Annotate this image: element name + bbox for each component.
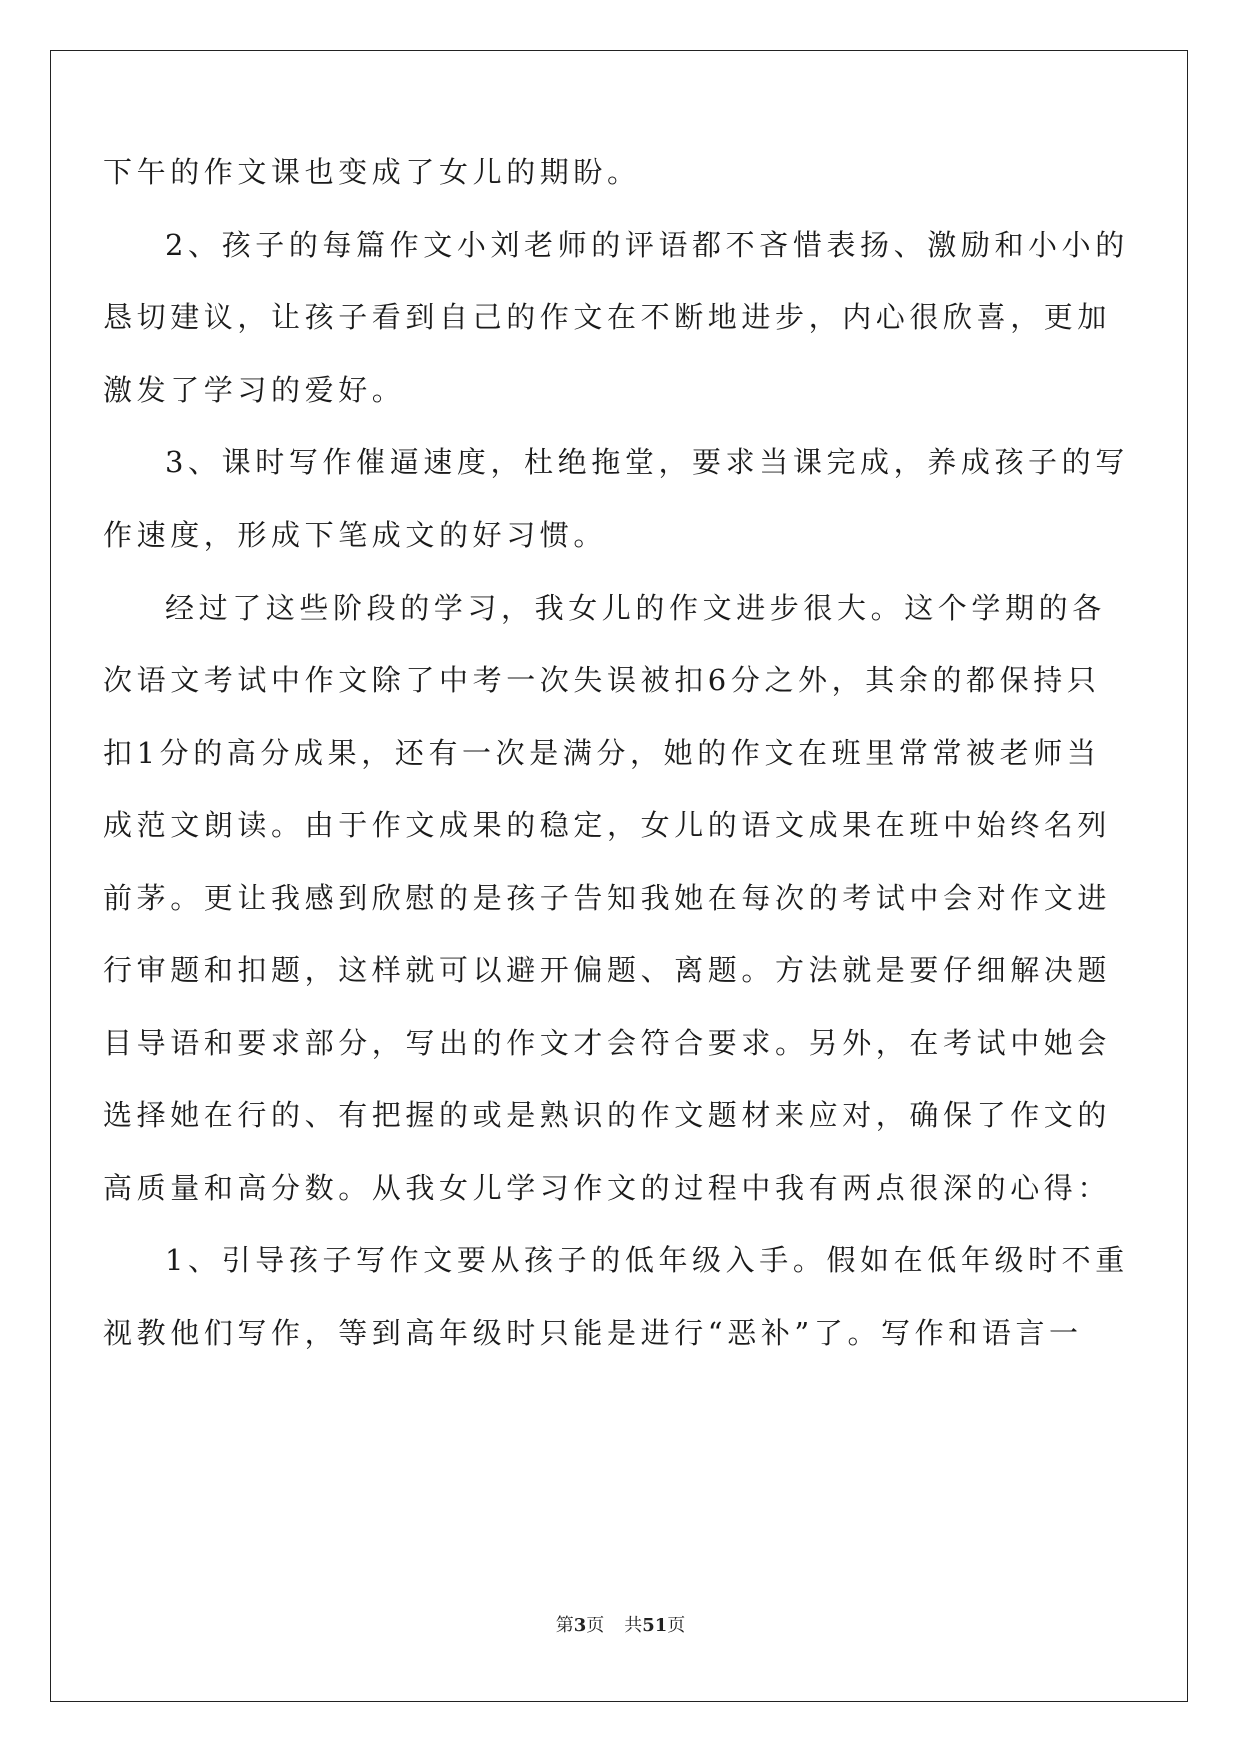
page-unit: 页 [586,1615,605,1636]
text-line: 激发了学习的爱好。 [103,373,406,407]
text-line: 3、课时写作催逼速度，杜绝拖堂，要求当课完成，养成孩子的写 [165,445,1129,479]
page-prefix: 第 [555,1615,574,1636]
text-line: 2、孩子的每篇作文小刘老师的评语都不吝惜表扬、激励和小小的 [165,228,1129,262]
text-line: 经过了这些阶段的学习，我女儿的作文进步很大。这个学期的各 [165,591,1106,625]
text-line: 成范文朗读。由于作文成果的稳定，女儿的语文成果在班中始终名列 [103,808,1112,842]
text-line: 下午的作文课也变成了女儿的期盼。 [103,155,641,189]
current-page-number: 3 [573,1615,587,1636]
text-line: 作速度，形成下笔成文的好习惯。 [103,518,608,552]
text-line: 视教他们写作，等到高年级时只能是进行“恶补”了。写作和语言一 [103,1316,1083,1350]
text-line: 行审题和扣题，这样就可以避开偏题、离题。方法就是要仔细解决题 [103,953,1112,987]
text-line: 恳切建议，让孩子看到自己的作文在不断地进步，内心很欣喜，更加 [103,300,1112,334]
total-unit: 页 [667,1615,686,1636]
text-line: 高质量和高分数。从我女儿学习作文的过程中我有两点很深的心得： [103,1171,1112,1205]
text-line: 1、引导孩子写作文要从孩子的低年级入手。假如在低年级时不重 [165,1243,1129,1277]
text-line: 目导语和要求部分，写出的作文才会符合要求。另外，在考试中她会 [103,1026,1112,1060]
text-line: 选择她在行的、有把握的或是熟识的作文题材来应对，确保了作文的 [103,1098,1112,1132]
text-line: 扣1分的高分成果，还有一次是满分，她的作文在班里常常被老师当 [103,736,1101,770]
page-footer [0,1614,1241,1638]
text-line: 次语文考试中作文除了中考一次失误被扣6分之外，其余的都保持只 [103,663,1101,697]
total-page-count: 51 [642,1615,668,1636]
total-prefix: 共 [624,1615,643,1636]
text-line: 前茅。更让我感到欣慰的是孩子告知我她在每次的考试中会对作文进 [103,881,1112,915]
